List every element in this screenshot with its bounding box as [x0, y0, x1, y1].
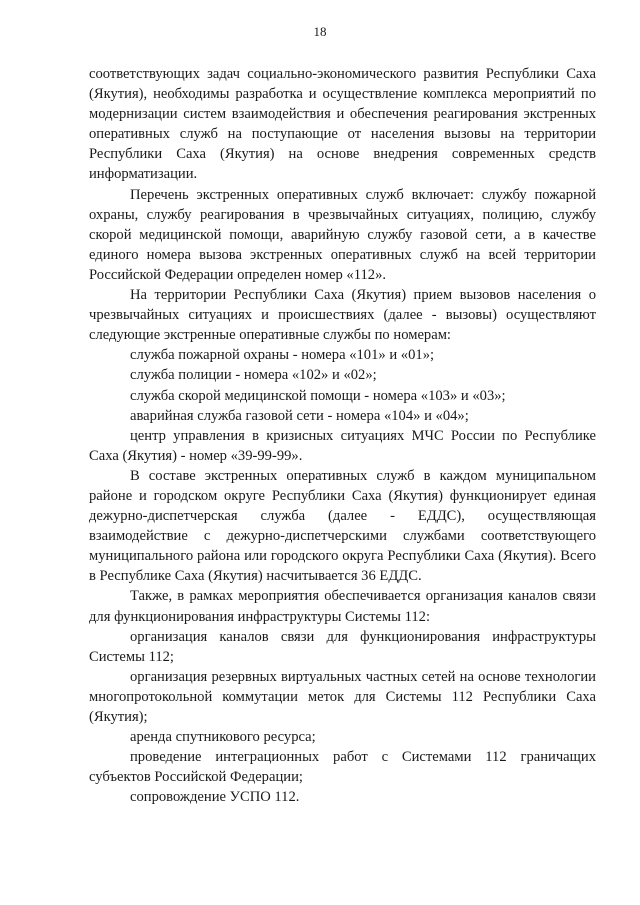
paragraph-1: соответствующих задач социально-экономического развития Республики Саха (Якутия), необходимы разработка и осуществление комплекса мероприятий по модернизации систем взаимодействия и обеспечения реагирования экстренных оперативных служб на поступающие от населения вызовы на территории Республики Саха (Якутия) на основе внедрения современных средств информатизации. — [89, 66, 596, 183]
list-item-ambulance: служба скорой медицинской помощи - номера «103» и «03»; — [130, 387, 506, 404]
list-item-satellite: аренда спутникового ресурса; — [130, 729, 316, 746]
list-item-crisis-center: центр управления в кризисных ситуациях МЧС России по Республике Саха (Якутия) - номер «39-99-99». — [89, 427, 596, 464]
paragraph-2: Перечень экстренных оперативных служб включает: службу пожарной охраны, службу реагирования в чрезвычайных ситуациях, полицию, службу скорой медицинской помощи, аварийную службу газовой сети, а в качестве единого номера вызова экстренных оперативных служб на всей территории Российской Федерации определен номер «112». — [89, 186, 596, 283]
list-item-fire: служба пожарной охраны - номера «101» и «01»; — [130, 347, 435, 364]
list-item-vpn: организация резервных виртуальных частных сетей на основе технологии многопротокольной коммутации меток для Системы 112 Республики Саха (Якутия); — [89, 668, 596, 725]
list-item-police: служба полиции - номера «102» и «02»; — [130, 367, 377, 384]
paragraph-channels: Также, в рамках мероприятия обеспечивается организация каналов связи для функционирования инфраструктуры Системы 112: — [89, 588, 596, 625]
page-number: 18 — [313, 24, 327, 39]
list-item-support: сопровождение УСПО 112. — [130, 789, 300, 806]
list-item-integration: проведение интеграционных работ с Системами 112 граничащих субъектов Российской Федерации; — [89, 749, 596, 786]
list-item-gas: аварийная служба газовой сети - номера «104» и «04»; — [130, 407, 469, 424]
paragraph-edds: В составе экстренных оперативных служб в каждом муниципальном районе и городском округе Республики Саха (Якутия) функционирует единая дежурно-диспетчерская служба (далее - ЕДДС), осуществляющая взаимодействие с дежурно-диспетчерскими службами соответствующего муниципального района или городского округа Республики Саха (Якутия). Всего в Республике Саха (Якутия) насчитывается 36 ЕДДС. — [89, 467, 596, 585]
document-body — [89, 64, 596, 807]
paragraph-3: На территории Республики Саха (Якутия) прием вызовов населения о чрезвычайных ситуациях и происшествиях (далее - вызовы) осуществляют следующие экстренные оперативные службы по номерам: — [89, 287, 596, 344]
list-item-channels: организация каналов связи для функционирования инфраструктуры Системы 112; — [89, 628, 596, 665]
